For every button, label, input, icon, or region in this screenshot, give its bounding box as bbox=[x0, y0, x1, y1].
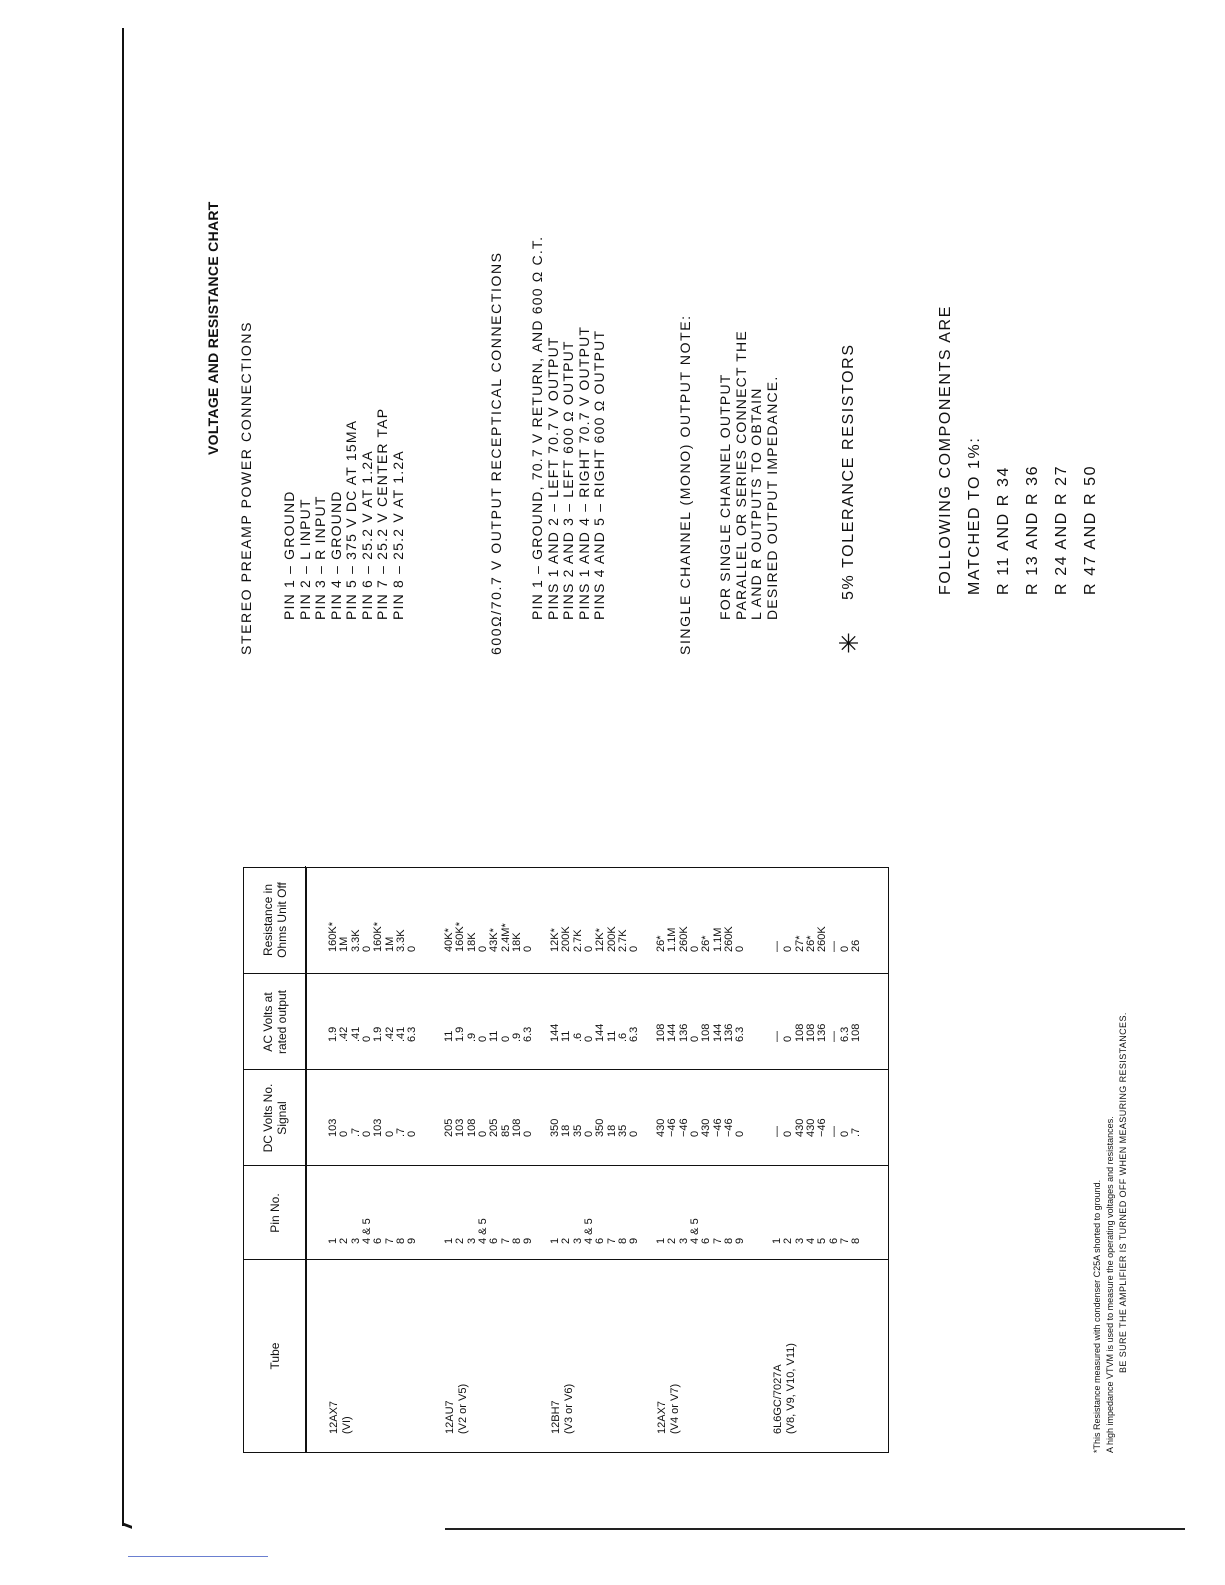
tube-position: (V8, V9, V10, V11) bbox=[785, 1343, 797, 1434]
dc-cell: 205 bbox=[488, 1118, 501, 1137]
ac-cell: 108 bbox=[700, 1023, 713, 1042]
output-line: PINS 1 AND 4 – RIGHT 70.7 V OUTPUT bbox=[575, 325, 592, 620]
output-line: PINS 4 AND 5 – RIGHT 600 Ω OUTPUT bbox=[591, 329, 607, 620]
dc-cell: 103 bbox=[372, 1118, 385, 1137]
footnote-3: BE SURE THE AMPLIFIER IS TURNED OFF WHEN MEASURING RESISTANCES. bbox=[1118, 1012, 1128, 1373]
res-cell: — bbox=[771, 941, 783, 952]
footnote-2: A high impedance VTVM is used to measure the operating voltages and resistances. bbox=[1105, 1116, 1115, 1453]
res-cell: 1.1M bbox=[666, 927, 679, 952]
dc-cell: 350 bbox=[594, 1118, 607, 1137]
pin-cell: 4 & 5 bbox=[476, 1218, 489, 1244]
pin-cell: 6 bbox=[372, 1237, 385, 1244]
pin-cell: 1 bbox=[443, 1237, 455, 1244]
tube-name: 12BH7 bbox=[550, 1400, 562, 1434]
pin-cell: 4 bbox=[804, 1237, 817, 1244]
tube-position: (VI) bbox=[341, 1416, 353, 1434]
output-line: PINS 1 AND 2 – LEFT 70.7 V OUTPUT bbox=[544, 336, 561, 620]
dc-cell: .7 bbox=[394, 1127, 407, 1137]
footnote-1: *This Resistance measured with condenser C25A shorted to ground. bbox=[1092, 1179, 1102, 1453]
pin-cell: 4 & 5 bbox=[688, 1218, 701, 1244]
res-cell: 26* bbox=[655, 935, 667, 952]
power-line: PIN 3 – R INPUT bbox=[312, 495, 328, 620]
pin-cell: 3 bbox=[677, 1237, 690, 1244]
dc-cell: 0 bbox=[688, 1130, 701, 1137]
tube-position: (V2 or V5) bbox=[457, 1383, 469, 1434]
voltage-resistance-table bbox=[243, 867, 889, 1453]
dc-cell: 430 bbox=[655, 1118, 667, 1137]
header-dc-volts: DC Volts No. Signal bbox=[244, 1070, 306, 1166]
header-resistance: Resistance in Ohms Unit Off bbox=[244, 866, 306, 974]
dc-cell: −46 bbox=[711, 1118, 724, 1137]
power-line: PIN 7 – 25.2 V CENTER TAP bbox=[374, 407, 390, 620]
pin-cell: 8 bbox=[616, 1237, 629, 1244]
ac-cell: .9 bbox=[510, 1032, 523, 1042]
matched-heading-line: MATCHED TO 1%: bbox=[966, 436, 983, 595]
res-cell: 160K* bbox=[327, 922, 339, 952]
pin-cell: 9 bbox=[734, 1237, 747, 1244]
res-cell: 0 bbox=[360, 945, 373, 952]
power-line: PIN 6 – 25.2 V AT 1.2A bbox=[358, 450, 375, 620]
dc-cell: .7 bbox=[349, 1127, 362, 1137]
ac-cell: .9 bbox=[465, 1032, 478, 1042]
ac-cell: 108 bbox=[804, 1023, 817, 1042]
ac-cell: 11 bbox=[443, 1030, 455, 1042]
res-cell: 27* bbox=[793, 935, 806, 952]
ac-cell: 136 bbox=[722, 1023, 735, 1042]
tolerance-text: 5% TOLERANCE RESISTORS bbox=[840, 343, 857, 600]
res-cell: 2.7K bbox=[616, 929, 629, 952]
ac-cell: 6.3 bbox=[522, 1026, 535, 1042]
power-line: PIN 1 – GROUND bbox=[281, 490, 297, 620]
pin-cell: 8 bbox=[850, 1237, 863, 1244]
ac-cell: 0 bbox=[360, 1035, 373, 1042]
res-cell: 40K* bbox=[443, 928, 455, 952]
dc-cell: 103 bbox=[454, 1118, 467, 1137]
ac-cell: — bbox=[771, 1031, 783, 1042]
power-title: STEREO PREAMP POWER CONNECTIONS bbox=[238, 320, 254, 655]
pin-cell: 8 bbox=[722, 1237, 735, 1244]
tube-name: 6L6GC/7027A bbox=[772, 1364, 784, 1434]
res-cell: 12K* bbox=[594, 928, 607, 952]
res-cell: 3.3K bbox=[394, 929, 407, 952]
res-cell: 200K bbox=[605, 926, 618, 952]
pin-cell: 2 bbox=[666, 1237, 679, 1244]
ac-cell: 11 bbox=[560, 1030, 573, 1042]
ac-cell: 6.3 bbox=[734, 1026, 747, 1042]
mono-line: L AND R OUTPUTS TO OBTAIN bbox=[748, 387, 764, 620]
dc-cell: 0 bbox=[782, 1130, 795, 1137]
pin-cell: 1 bbox=[655, 1237, 667, 1244]
ac-cell: 136 bbox=[677, 1023, 690, 1042]
power-line: PIN 8 – 25.2 V AT 1.2A bbox=[389, 450, 406, 620]
pin-cell: 7 bbox=[838, 1237, 851, 1244]
matched-pair: R 24 AND R 27 bbox=[1053, 464, 1070, 595]
pin-cell: 4 & 5 bbox=[360, 1218, 373, 1244]
ac-cell: .42 bbox=[338, 1026, 351, 1042]
ac-cell: 144 bbox=[711, 1023, 724, 1042]
asterisk-icon: ✳ bbox=[837, 628, 860, 659]
ac-cell: 1.9 bbox=[454, 1026, 467, 1042]
ac-cell: .41 bbox=[394, 1026, 407, 1042]
mono-line: PARALLEL OR SERIES CONNECT THE bbox=[732, 330, 749, 620]
ac-cell: 0 bbox=[688, 1035, 701, 1042]
pin-cell: 9 bbox=[406, 1237, 419, 1244]
tube-position: (V3 or V6) bbox=[563, 1383, 575, 1434]
ac-cell: 1.9 bbox=[327, 1026, 339, 1042]
res-cell: 26 bbox=[850, 939, 863, 952]
res-cell: 0 bbox=[476, 945, 489, 952]
ac-cell: 0 bbox=[582, 1035, 595, 1042]
dc-cell: 0 bbox=[734, 1130, 747, 1137]
ac-cell: .41 bbox=[349, 1026, 362, 1042]
ac-cell: 0 bbox=[782, 1035, 795, 1042]
tube-position: (V4 or V7) bbox=[669, 1383, 681, 1434]
tube-name: 12AU7 bbox=[444, 1400, 456, 1434]
pin-cell: 9 bbox=[522, 1237, 535, 1244]
power-line: PIN 5 – 375 V DC AT 15MA bbox=[343, 419, 359, 620]
header-ac-volts: AC Volts at rated output bbox=[244, 974, 306, 1070]
ac-cell: 108 bbox=[850, 1023, 863, 1042]
ac-cell: .42 bbox=[383, 1026, 396, 1042]
res-cell: 0 bbox=[782, 945, 795, 952]
dc-cell: 85 bbox=[499, 1124, 512, 1137]
pin-cell: 4 & 5 bbox=[582, 1218, 595, 1244]
dc-cell: 0 bbox=[406, 1130, 419, 1137]
res-cell: 2.4M* bbox=[499, 923, 512, 952]
ac-cell: 6.3 bbox=[628, 1026, 641, 1042]
ac-cell: — bbox=[827, 1031, 840, 1042]
header-tube: Tube bbox=[244, 1260, 306, 1452]
res-cell: 1.1M bbox=[711, 927, 724, 952]
pin-cell: 7 bbox=[711, 1237, 724, 1244]
mono-title: SINGLE CHANNEL (MONO) OUTPUT NOTE: bbox=[677, 314, 693, 655]
pin-cell: 1 bbox=[771, 1237, 783, 1244]
power-line: PIN 2 – L INPUT bbox=[296, 498, 313, 620]
pin-cell: 2 bbox=[782, 1237, 795, 1244]
ac-cell: 11 bbox=[605, 1030, 618, 1042]
ac-cell: 108 bbox=[655, 1023, 667, 1042]
dc-cell: .7 bbox=[850, 1127, 863, 1137]
output-line: PINS 2 AND 3 – LEFT 600 Ω OUTPUT bbox=[560, 340, 576, 620]
dc-cell: 108 bbox=[465, 1118, 478, 1137]
dc-cell: 205 bbox=[443, 1118, 455, 1137]
res-cell: 260K bbox=[722, 926, 735, 952]
res-cell: 18K bbox=[510, 932, 523, 952]
pin-cell: 3 bbox=[465, 1237, 478, 1244]
res-cell: 0 bbox=[406, 945, 419, 952]
res-cell: 43K* bbox=[488, 928, 501, 952]
res-cell: 1M bbox=[383, 936, 396, 952]
res-cell: 12K* bbox=[549, 928, 561, 952]
dc-cell: 0 bbox=[838, 1130, 851, 1137]
res-cell: 260K bbox=[677, 926, 690, 952]
dc-cell: 0 bbox=[338, 1130, 351, 1137]
pin-cell: 8 bbox=[394, 1237, 407, 1244]
pin-cell: 2 bbox=[560, 1237, 573, 1244]
res-cell: 0 bbox=[522, 945, 535, 952]
pin-cell: 1 bbox=[549, 1237, 561, 1244]
dc-cell: 0 bbox=[582, 1130, 595, 1137]
power-line: PIN 4 – GROUND bbox=[327, 490, 344, 620]
matched-pair: R 11 AND R 34 bbox=[995, 466, 1012, 595]
pin-cell: 6 bbox=[700, 1237, 713, 1244]
ac-cell: 108 bbox=[793, 1023, 806, 1042]
dc-cell: 35 bbox=[616, 1124, 629, 1137]
dc-cell: 18 bbox=[605, 1124, 618, 1137]
res-cell: 0 bbox=[582, 945, 595, 952]
chart-title: VOLTAGE AND RESISTANCE CHART bbox=[205, 201, 221, 455]
dc-cell: −46 bbox=[722, 1118, 735, 1137]
res-cell: 200K bbox=[560, 926, 573, 952]
matched-pair: R 13 AND R 36 bbox=[1024, 464, 1041, 595]
matched-heading-line: FOLLOWING COMPONENTS ARE bbox=[937, 305, 954, 595]
res-cell: 0 bbox=[628, 945, 641, 952]
pin-cell: 2 bbox=[454, 1237, 467, 1244]
dc-cell: 430 bbox=[804, 1118, 817, 1137]
dc-cell: 103 bbox=[327, 1118, 339, 1137]
pin-cell: 7 bbox=[499, 1237, 512, 1244]
dc-cell: 0 bbox=[628, 1130, 641, 1137]
ac-cell: 0 bbox=[499, 1035, 512, 1042]
ac-cell: 144 bbox=[594, 1023, 607, 1042]
mono-line: FOR SINGLE CHANNEL OUTPUT bbox=[717, 373, 733, 620]
output-title: 600Ω/70.7 V OUTPUT RECEPTICAL CONNECTIONS bbox=[488, 251, 504, 655]
ac-cell: .6 bbox=[571, 1032, 584, 1042]
res-cell: 0 bbox=[838, 945, 851, 952]
ac-cell: 136 bbox=[816, 1023, 829, 1042]
pin-cell: 6 bbox=[827, 1237, 840, 1244]
dc-cell: 350 bbox=[549, 1118, 561, 1137]
pin-cell: 1 bbox=[327, 1237, 339, 1244]
res-cell: 3.3K bbox=[349, 929, 362, 952]
ac-cell: 6.3 bbox=[406, 1026, 419, 1042]
res-cell: 2.7K bbox=[571, 929, 584, 952]
dc-cell: −46 bbox=[677, 1118, 690, 1137]
ac-cell: 144 bbox=[549, 1023, 561, 1042]
dc-cell: 430 bbox=[793, 1118, 806, 1137]
ac-cell: .6 bbox=[616, 1032, 629, 1042]
pin-cell: 8 bbox=[510, 1237, 523, 1244]
mono-line: DESIRED OUTPUT IMPEDANCE. bbox=[763, 375, 780, 620]
pin-cell: 3 bbox=[793, 1237, 806, 1244]
dc-cell: — bbox=[771, 1126, 783, 1137]
tube-name: 12AX7 bbox=[656, 1400, 668, 1434]
res-cell: 18K bbox=[465, 932, 478, 952]
dc-cell: 0 bbox=[522, 1130, 535, 1137]
pin-cell: 3 bbox=[571, 1237, 584, 1244]
dc-cell: 0 bbox=[383, 1130, 396, 1137]
pin-cell: 6 bbox=[488, 1237, 501, 1244]
pin-cell: 2 bbox=[338, 1237, 351, 1244]
output-line: PIN 1 – GROUND, 70.7 V RETURN, AND 600 Ω C.T. bbox=[529, 235, 545, 620]
dc-cell: 35 bbox=[571, 1124, 584, 1137]
dc-cell: 430 bbox=[700, 1118, 713, 1137]
res-cell: 26* bbox=[700, 935, 713, 952]
pin-cell: 3 bbox=[349, 1237, 362, 1244]
res-cell: 0 bbox=[688, 945, 701, 952]
res-cell: 1M bbox=[338, 936, 351, 952]
ac-cell: 0 bbox=[476, 1035, 489, 1042]
ac-cell: 6.3 bbox=[838, 1026, 851, 1042]
res-cell: 0 bbox=[734, 945, 747, 952]
dc-cell: 0 bbox=[360, 1130, 373, 1137]
res-cell: 26* bbox=[804, 935, 817, 952]
table-body bbox=[306, 868, 888, 1452]
matched-pair: R 47 AND R 50 bbox=[1082, 464, 1099, 595]
dc-cell: −46 bbox=[816, 1118, 829, 1137]
pin-cell: 6 bbox=[594, 1237, 607, 1244]
res-cell: 160K* bbox=[372, 922, 385, 952]
dc-cell: 108 bbox=[510, 1118, 523, 1137]
pin-cell: 7 bbox=[383, 1237, 396, 1244]
res-cell: 260K bbox=[816, 926, 829, 952]
res-cell: 160K* bbox=[454, 922, 467, 952]
header-pin: Pin No. bbox=[244, 1166, 306, 1260]
pin-cell: 5 bbox=[816, 1237, 829, 1244]
ac-cell: 144 bbox=[666, 1023, 679, 1042]
dc-cell: — bbox=[827, 1126, 840, 1137]
dc-cell: −46 bbox=[666, 1118, 679, 1137]
pin-cell: 9 bbox=[628, 1237, 641, 1244]
pin-cell: 7 bbox=[605, 1237, 618, 1244]
ac-cell: 11 bbox=[488, 1030, 501, 1042]
dc-cell: 0 bbox=[476, 1130, 489, 1137]
ac-cell: 1.9 bbox=[372, 1026, 385, 1042]
tube-name: 12AX7 bbox=[328, 1400, 340, 1434]
dc-cell: 18 bbox=[560, 1124, 573, 1137]
res-cell: — bbox=[827, 941, 840, 952]
